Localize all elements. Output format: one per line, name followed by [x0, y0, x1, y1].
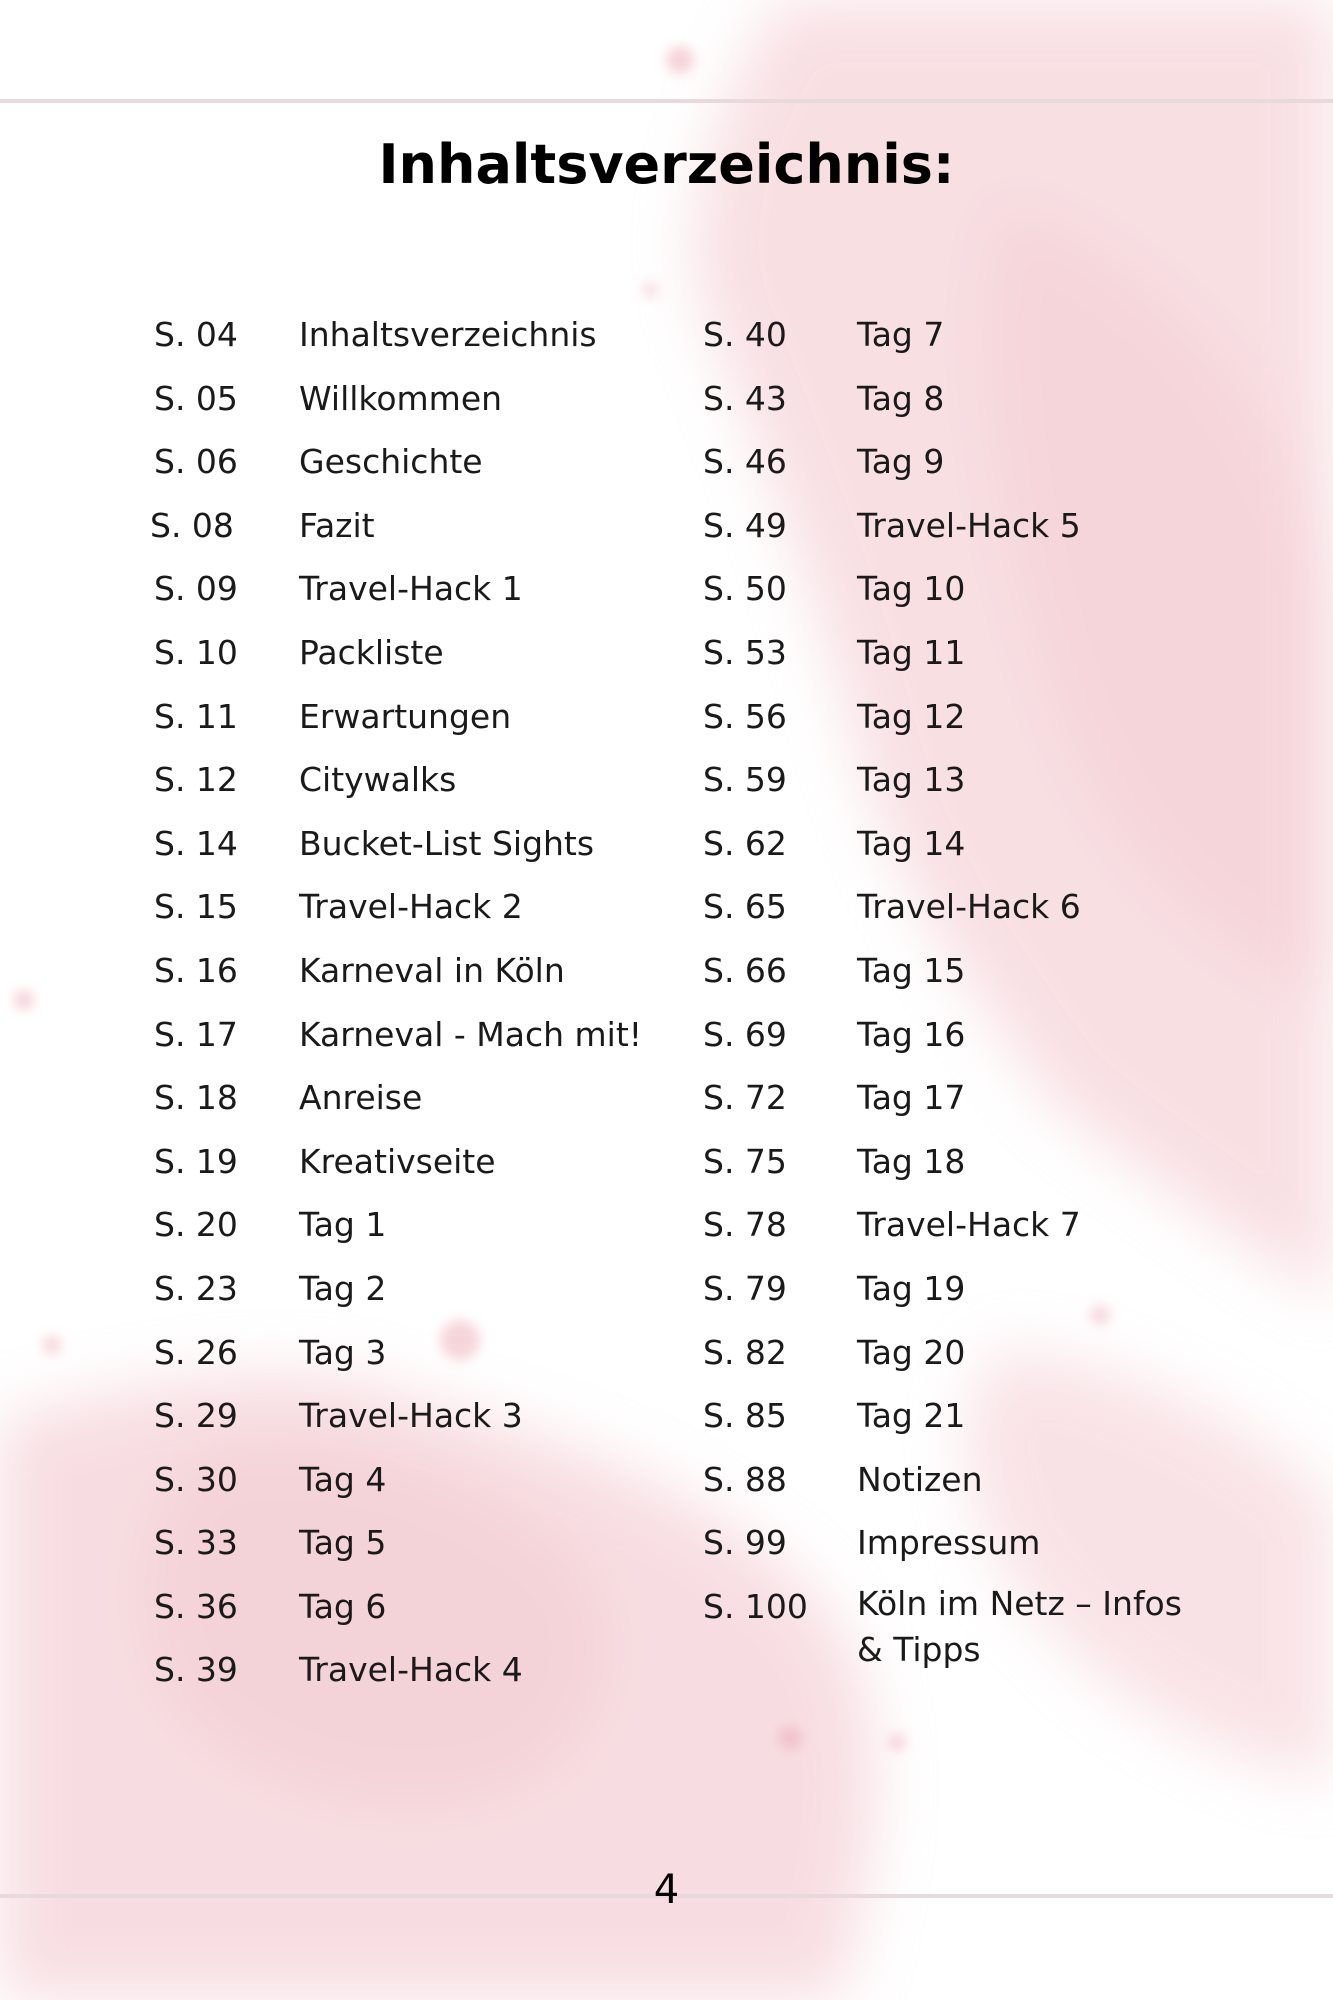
toc-entry [154, 1517, 654, 1581]
toc-entry [154, 563, 654, 627]
toc-right-column [703, 309, 1203, 1669]
toc-entry-label: Tag 6 [299, 1586, 387, 1626]
toc-entry-label: Travel-Hack 5 [857, 505, 1081, 545]
toc-entry-label: Tag 2 [299, 1268, 387, 1308]
toc-entry-label: Tag 20 [857, 1332, 966, 1372]
toc-entry-label: Travel-Hack 6 [857, 887, 1081, 927]
toc-page-ref: S. 11 [154, 696, 238, 736]
toc-entry [703, 754, 1203, 818]
toc-entry [154, 881, 654, 945]
toc-entry [154, 1390, 654, 1454]
toc-page-ref: S. 100 [703, 1586, 808, 1626]
toc-entry-label: Tag 17 [857, 1078, 966, 1118]
toc-page-ref: S. 26 [154, 1332, 238, 1372]
top-rule [0, 99, 1333, 103]
toc-page-ref: S. 36 [154, 1586, 238, 1626]
toc-entry-label: Inhaltsverzeichnis [299, 315, 597, 354]
toc-entry-label: Travel-Hack 1 [299, 569, 523, 609]
toc-entry-label: Tag 15 [857, 950, 966, 990]
toc-entry [154, 627, 654, 691]
toc-page-ref: S. 56 [703, 696, 787, 736]
toc-page-ref: S. 10 [154, 632, 238, 672]
toc-entry [703, 1072, 1203, 1136]
toc-entry [703, 309, 1203, 373]
toc-entry [154, 1644, 654, 1708]
toc-entry [154, 436, 654, 500]
toc-entry [703, 1454, 1203, 1518]
toc-entry-label: Tag 5 [299, 1523, 387, 1563]
toc-page-ref: S. 59 [703, 760, 787, 800]
toc-entry-label: Tag 11 [857, 632, 966, 672]
toc-entry-label: Erwartungen [299, 696, 512, 736]
toc-entry [703, 563, 1203, 627]
toc-page-ref: S. 88 [703, 1459, 787, 1499]
toc-entry-label: Willkommen [299, 378, 503, 418]
toc-entry-label: Travel-Hack 3 [299, 1396, 523, 1436]
toc-entry [154, 1136, 654, 1200]
toc-page-ref: S. 46 [703, 442, 787, 482]
toc-entry-label: Karneval - Mach mit! [299, 1014, 643, 1054]
toc-entry-label: Tag 19 [857, 1268, 966, 1308]
toc-entry [154, 818, 654, 882]
toc-entry-label: Packliste [299, 632, 444, 672]
toc-entry-label: Tag 3 [299, 1332, 387, 1372]
toc-page-ref: S. 75 [703, 1141, 787, 1181]
toc-entry-label: Tag 21 [857, 1396, 966, 1436]
toc-page-ref: S. 30 [154, 1459, 238, 1499]
toc-entry [703, 1199, 1203, 1263]
toc-entry-label: Anreise [299, 1078, 423, 1118]
toc-entry [703, 881, 1203, 945]
toc-entry [703, 945, 1203, 1009]
toc-page-ref: S. 40 [703, 315, 787, 354]
toc-entry [154, 373, 654, 437]
toc-entry-label: Tag 12 [857, 696, 966, 736]
toc-page-ref: S. 85 [703, 1396, 787, 1436]
toc-page-ref: S. 49 [703, 505, 787, 545]
toc-entry [154, 1327, 654, 1391]
toc-entry-label: Köln im Netz – Infos & Tipps [857, 1583, 1182, 1669]
toc-page-ref: S. 20 [154, 1205, 238, 1245]
toc-entry [703, 1581, 1203, 1669]
toc-entry [154, 1263, 654, 1327]
toc-entry-label: Tag 4 [299, 1459, 387, 1499]
toc-entry-label: Notizen [857, 1459, 983, 1499]
toc-entry [703, 1390, 1203, 1454]
toc-entry [703, 373, 1203, 437]
toc-entry-label: Kreativseite [299, 1141, 496, 1181]
page-number: 4 [653, 1867, 680, 1913]
toc-entry-label: Bucket-List Sights [299, 823, 595, 863]
toc-entry-label: Tag 14 [857, 823, 966, 863]
toc-entry-label: Tag 10 [857, 569, 966, 609]
toc-page-ref: S. 15 [154, 887, 238, 927]
toc-entry-label: Travel-Hack 4 [299, 1650, 523, 1690]
toc-entry-label: Geschichte [299, 442, 483, 482]
toc-page-ref: S. 50 [703, 569, 787, 609]
toc-entry [703, 691, 1203, 755]
toc-entry [703, 1136, 1203, 1200]
toc-entry [703, 1009, 1203, 1073]
toc-page-ref: S. 43 [703, 378, 787, 418]
toc-entry-label: Tag 7 [857, 315, 945, 354]
toc-entry-label: Travel-Hack 7 [857, 1205, 1081, 1245]
toc-page-ref: S. 16 [154, 950, 238, 990]
toc-page-ref: S. 05 [154, 378, 238, 418]
toc-page-ref: S. 04 [154, 315, 238, 354]
toc-entry [703, 1327, 1203, 1391]
toc-entry-label: Tag 13 [857, 760, 966, 800]
toc-entry-label: Citywalks [299, 760, 457, 800]
toc-entry [154, 1009, 654, 1073]
toc-page-ref: S. 78 [703, 1205, 787, 1245]
toc-page-ref: S. 39 [154, 1650, 238, 1690]
toc-entry-label: Impressum [857, 1523, 1041, 1563]
page-title: Inhaltsverzeichnis: [378, 133, 955, 196]
toc-page-ref: S. 14 [154, 823, 238, 863]
toc-entry-label: Tag 1 [299, 1205, 387, 1245]
toc-entry [703, 500, 1203, 564]
toc-page-ref: S. 99 [703, 1523, 787, 1563]
toc-entry [703, 627, 1203, 691]
toc-entry-label: Karneval in Köln [299, 950, 565, 990]
toc-left-column [150, 309, 654, 1708]
toc-entry [154, 754, 654, 818]
toc-entry-label: Tag 8 [857, 378, 945, 418]
toc-page-ref: S. 08 [150, 505, 234, 545]
toc-entry [154, 945, 654, 1009]
toc-page-ref: S. 06 [154, 442, 238, 482]
toc-entry-label: Tag 9 [857, 442, 945, 482]
toc-page-ref: S. 19 [154, 1141, 238, 1181]
toc-entry [154, 1581, 654, 1645]
toc-page-ref: S. 66 [703, 950, 787, 990]
toc-entry-label: Tag 18 [857, 1141, 966, 1181]
toc-page-ref: S. 12 [154, 760, 238, 800]
toc-entry [703, 818, 1203, 882]
toc-page-ref: S. 09 [154, 569, 238, 609]
toc-page-ref: S. 53 [703, 632, 787, 672]
toc-page-ref: S. 18 [154, 1078, 238, 1118]
toc-entry-label: Travel-Hack 2 [299, 887, 523, 927]
toc-page-ref: S. 33 [154, 1523, 238, 1563]
toc-entry [703, 1263, 1203, 1327]
toc-entry-label: Tag 16 [857, 1014, 966, 1054]
toc-entry [150, 500, 654, 564]
toc-entry [703, 1517, 1203, 1581]
toc-page-ref: S. 79 [703, 1268, 787, 1308]
toc-page-ref: S. 29 [154, 1396, 238, 1436]
toc-entry [154, 309, 654, 373]
toc-page-ref: S. 23 [154, 1268, 238, 1308]
toc-page-ref: S. 82 [703, 1332, 787, 1372]
toc-entry [703, 436, 1203, 500]
toc-page-ref: S. 72 [703, 1078, 787, 1118]
toc-page-ref: S. 69 [703, 1014, 787, 1054]
toc-entry [154, 1199, 654, 1263]
toc-page-ref: S. 65 [703, 887, 787, 927]
toc-entry-label: Fazit [299, 505, 375, 545]
toc-entry [154, 1072, 654, 1136]
toc-entry [154, 691, 654, 755]
toc-entry [154, 1454, 654, 1518]
toc-page-ref: S. 17 [154, 1014, 238, 1054]
toc-page-ref: S. 62 [703, 823, 787, 863]
